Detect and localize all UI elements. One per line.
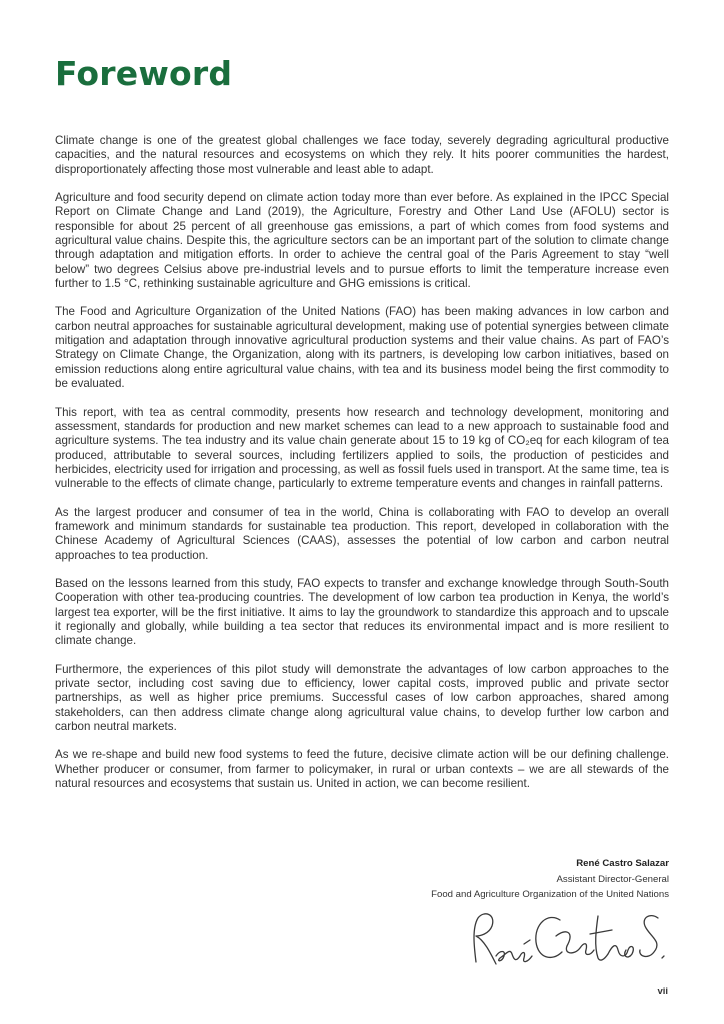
signatory-name: René Castro Salazar [576,858,669,869]
paragraph: Based on the lessons learned from this study, FAO expects to transfer and exchange knowledge through South-South Cooperation with other tea-producing countries. The development of low carbon tea production in Kenya, the world’s largest tea exporter, will be the first initiative. It aims to lay the groundwork to standardize this approach and to upscale it regionally and globally, while building a tea sector that reduces its environmental impact and is more resilient to climate change. [55,576,669,648]
paragraph: Climate change is one of the greatest global challenges we face today, severely degrading agricultural productive capacities, and the natural resources and ecosystems on which they rely. It hits poorer communities the hardest, disproportionately affecting those most vulnerable and least able to adapt. [55,134,669,176]
paragraph: As the largest producer and consumer of tea in the world, China is collaborating with FAO to develop an overall framework and minimum standards for sustainable tea production. This report, developed in collaboration with the Chinese Academy of Agricultural Sciences (CAAS), assesses the potential of low carbon and carbon neutral approaches to tea production. [55,505,669,562]
foreword-body [55,134,669,805]
signatory-organization: Food and Agriculture Organization of the United Nations [431,889,669,900]
signatory-role: Assistant Director-General [556,873,669,885]
paragraph: This report, with tea as central commodity, presents how research and technology development, monitoring and assessment, standards for production and new market schemes can lead to a new approach to sustainable food and agriculture systems. The tea industry and its value chain generate about 15 to 19 kg of CO₂eq for each kilogram of tea produced, attributable to several sources, including fertilizers applied to soils, the production of pesticides and herbicides, electricity used for irrigation and processing, as well as fossil fuels used in transport. At the same time, tea is vulnerable to the effects of climate change, particularly to extreme temperature events and changes in rainfall patterns. [55,405,669,491]
page-number: vii [657,986,668,997]
paragraph: Furthermore, the experiences of this pilot study will demonstrate the advantages of low carbon approaches to the private sector, including cost saving due to efficiency, lower capital costs, improved public and private sector partnerships, as well as higher price premiums. Successful cases of low carbon approaches, shared among stakeholders, can then address climate change along agricultural value chains, to develop further low carbon and carbon neutral markets. [55,662,669,734]
paragraph: As we re-shape and build new food systems to feed the future, decisive climate action will be our defining challenge. Whether producer or consumer, from farmer to policymaker, in rural or urban contexts – we are all stewards of the natural resources and ecosystems that sustain us. United in action, we can become resilient. [55,748,669,791]
handwritten-signature [462,906,674,970]
page-title: Foreword [55,54,233,93]
signoff-block [431,856,669,903]
paragraph: The Food and Agriculture Organization of the United Nations (FAO) has been making advances in low carbon and carbon neutral approaches for sustainable agricultural development, making use of potential synergies between climate mitigation and adaptation through innovative agricultural production systems and their value chains. As part of FAO’s Strategy on Climate Change, the Organization, along with its partners, is developing low carbon initiatives, based on emission reductions along entire agricultural value chains, with tea and its business model being the first commodity to be evaluated. [55,305,669,391]
paragraph: Agriculture and food security depend on climate action today more than ever before. As explained in the IPCC Special Report on Climate Change and Land (2019), the Agriculture, Forestry and Other Land Use (AFOLU) sector is responsible for about 25 percent of all greenhouse gas emissions, a part of which comes from food systems and agricultural value chains. Despite this, the agriculture sectors can be an important part of the solution to climate change through adaptation and mitigation efforts. In order to achieve the central goal of the Paris Agreement to stay “well below” two degrees Celsius above pre-industrial levels and to pursue efforts to limit the temperature increase even further to 1.5 °C, rethinking sustainable agriculture and GHG emissions is critical. [55,191,669,291]
